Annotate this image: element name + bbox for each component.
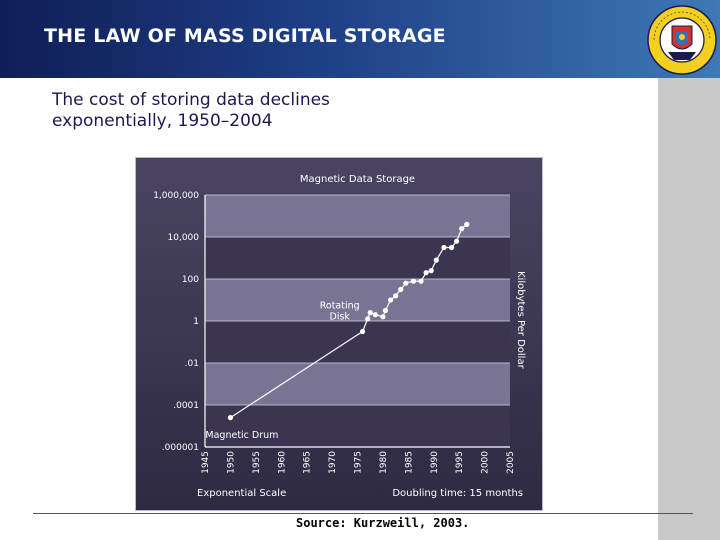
chart-band: [205, 195, 510, 237]
slide-header: [0, 0, 720, 78]
data-point: [411, 279, 416, 284]
x-tick-label: 1990: [429, 451, 440, 474]
y-tick-label: 100: [181, 275, 199, 285]
x-tick-label: 1965: [302, 451, 313, 474]
y-tick-label: 10,000: [167, 233, 199, 243]
annotation-magnetic-drum: Magnetic Drum: [205, 430, 279, 442]
unikom-logo: [646, 4, 718, 76]
data-point: [380, 314, 385, 319]
university-seal-icon: [646, 4, 718, 76]
data-point: [383, 308, 388, 313]
x-tick-label: 1970: [328, 451, 339, 474]
right-side-band: [658, 78, 720, 540]
x-tick-label: 1955: [251, 451, 262, 474]
data-point: [393, 293, 398, 298]
chart-band: [205, 363, 510, 405]
x-tick-label: 2005: [506, 451, 516, 474]
x-tick-label: 1945: [201, 451, 211, 474]
y-tick-label: .01: [184, 359, 199, 369]
data-point: [398, 287, 403, 292]
x-tick-label: 1960: [277, 451, 288, 474]
data-point: [449, 245, 454, 250]
x-tick-label: 1980: [378, 451, 389, 474]
data-point: [403, 281, 408, 286]
data-point: [464, 222, 469, 227]
data-point: [424, 270, 429, 275]
slide-subtitle: The cost of storing data declines exponentially, 1950–2004: [52, 90, 330, 131]
data-point: [441, 245, 446, 250]
chart-svg: [135, 157, 543, 511]
x-tick-label: 1975: [353, 451, 364, 474]
y-tick-label: .0001: [173, 401, 199, 411]
data-point: [365, 316, 370, 321]
doubling-note: Doubling time: 15 months: [392, 488, 523, 499]
y-axis-label: Kilobytes Per Dollar: [515, 271, 526, 369]
data-point: [360, 329, 365, 334]
y-tick-label: 1,000,000: [153, 191, 199, 201]
x-tick-label: 1950: [226, 451, 237, 474]
data-point: [388, 297, 393, 302]
data-point: [454, 239, 459, 244]
chart-band: [205, 321, 510, 363]
source-citation: Source: Kurzweill, 2003.: [296, 516, 470, 530]
chart-band: [205, 237, 510, 279]
data-point: [429, 268, 434, 273]
y-tick-label: 1: [193, 317, 199, 327]
y-tick-label: .000001: [161, 443, 199, 453]
storage-chart: [135, 157, 543, 511]
chart-title: Magnetic Data Storage: [299, 174, 416, 185]
data-point: [418, 279, 423, 284]
slide-title: THE LAW OF MASS DIGITAL STORAGE: [44, 25, 446, 47]
footer-divider: [33, 513, 693, 514]
data-point: [368, 310, 373, 315]
annotation-rotating-disk: Rotating Disk: [319, 300, 360, 323]
x-tick-label: 1985: [404, 451, 415, 474]
data-point: [434, 258, 439, 263]
data-point: [228, 415, 233, 420]
data-point: [459, 226, 464, 231]
x-tick-label: 2000: [480, 451, 491, 474]
x-axis-label: Exponential Scale: [197, 488, 287, 499]
data-point: [373, 312, 378, 317]
x-tick-label: 1995: [455, 451, 466, 474]
